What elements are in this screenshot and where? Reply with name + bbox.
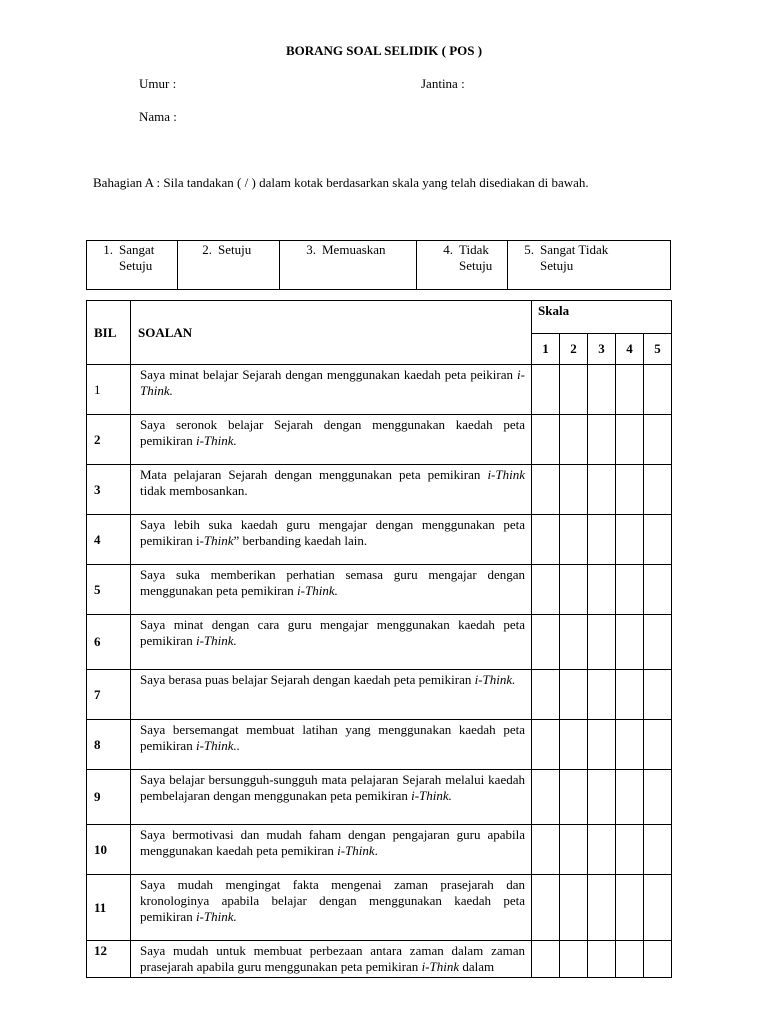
question-number: 6 (87, 615, 131, 670)
i-think-term: i-Think. (411, 788, 452, 803)
answer-box-3[interactable] (588, 415, 616, 465)
scale-label: Setuju (459, 258, 493, 273)
answer-box-3[interactable] (588, 465, 616, 515)
i-think-term: i-Think. (195, 433, 237, 448)
table-row (87, 875, 672, 941)
answer-box-4[interactable] (616, 415, 644, 465)
i-think-term: i-Think (337, 843, 375, 858)
scale-col-4: 4 (616, 334, 644, 365)
question-number: 1 (87, 365, 131, 415)
answer-box-5[interactable] (644, 615, 672, 670)
table-row (87, 720, 672, 770)
question-number: 2 (87, 415, 131, 465)
scale-number: 5. (524, 242, 534, 257)
table-row (87, 415, 672, 465)
table-row (87, 615, 672, 670)
question-text-part: Mata pelajaran Sejarah dengan menggunakan peta pemikiran (140, 467, 488, 482)
answer-box-1[interactable] (532, 415, 560, 465)
answer-box-3[interactable] (588, 875, 616, 941)
questionnaire-table (86, 300, 672, 978)
question-text-part: tidak membosankan. (140, 483, 248, 498)
question-text (131, 941, 532, 978)
question-number: 8 (87, 720, 131, 770)
question-text-part: Saya lebih suka kaedah guru mengajar dengan menggunakan peta pemikiran i- (140, 517, 525, 548)
table-row (87, 670, 672, 720)
answer-box-2[interactable] (560, 615, 588, 670)
answer-box-2[interactable] (560, 770, 588, 825)
answer-box-3[interactable] (588, 615, 616, 670)
form-title: BORANG SOAL SELIDIK ( POS ) (285, 43, 483, 58)
question-text (131, 415, 532, 465)
i-think-term: i-Think. (474, 672, 516, 687)
scale-legend-cell (417, 241, 508, 290)
scale-label: Tidak (459, 242, 489, 257)
answer-box-4[interactable] (616, 770, 644, 825)
table-row (87, 941, 672, 978)
question-text-part: Saya bermotivasi dan mudah faham dengan pengajaran guru apabila menggunakan kaedah peta pemikiran (140, 827, 525, 858)
scale-col-5: 5 (644, 334, 672, 365)
scale-col-3: 3 (588, 334, 616, 365)
answer-box-5[interactable] (644, 720, 672, 770)
question-text (131, 825, 532, 875)
question-text-part: Saya minat dengan cara guru mengajar menggunakan kaedah peta pemikiran (140, 617, 525, 648)
answer-box-3[interactable] (588, 365, 616, 415)
i-think-term: i-Think.. (195, 738, 241, 753)
answer-box-5[interactable] (644, 941, 672, 978)
scale-label: Setuju (540, 258, 574, 273)
answer-box-3[interactable] (588, 565, 616, 615)
scale-legend-cell (508, 241, 671, 290)
question-text (131, 365, 532, 415)
answer-box-1[interactable] (532, 615, 560, 670)
question-number: 10 (87, 825, 131, 875)
scale-number: 3. (306, 242, 316, 257)
question-text-part: Saya suka memberikan perhatian semasa guru mengajar dengan menggunakan peta pemikiran (140, 567, 525, 598)
answer-box-1[interactable] (532, 825, 560, 875)
answer-box-3[interactable] (588, 515, 616, 565)
nama-label: Nama : (139, 109, 177, 124)
answer-box-5[interactable] (644, 670, 672, 720)
question-text (131, 615, 532, 670)
question-text-part: Saya minat belajar Sejarah dengan menggunakan kaedah peta peikiran (140, 367, 518, 382)
question-number: 3 (87, 465, 131, 515)
question-text (131, 515, 532, 565)
answer-box-2[interactable] (560, 875, 588, 941)
answer-box-1[interactable] (532, 515, 560, 565)
answer-box-5[interactable] (644, 515, 672, 565)
answer-box-1[interactable] (532, 875, 560, 941)
answer-box-1[interactable] (532, 720, 560, 770)
scale-col-2: 2 (560, 334, 588, 365)
question-number: 4 (87, 515, 131, 565)
answer-box-2[interactable] (560, 365, 588, 415)
answer-box-1[interactable] (532, 770, 560, 825)
table-row (87, 365, 672, 415)
answer-box-2[interactable] (560, 941, 588, 978)
answer-box-4[interactable] (616, 720, 644, 770)
question-text-part: Saya seronok belajar Sejarah dengan menggunakan kaedah peta pemikiran (140, 417, 525, 448)
question-text-part: Saya mudah mengingat fakta mengenai zaman prasejarah dan kronologinya apabila belajar dengan menggunakan kaedah peta pemikiran (140, 877, 525, 924)
i-think-term: i-Think. (195, 909, 237, 924)
scale-legend-cell (280, 241, 417, 290)
answer-box-1[interactable] (532, 365, 560, 415)
i-think-term: i-Think. (140, 367, 525, 398)
table-row (87, 515, 672, 565)
answer-box-1[interactable] (532, 565, 560, 615)
answer-box-3[interactable] (588, 720, 616, 770)
answer-box-5[interactable] (644, 770, 672, 825)
header-bil: BIL (87, 301, 131, 365)
answer-box-5[interactable] (644, 565, 672, 615)
answer-box-1[interactable] (532, 465, 560, 515)
answer-box-5[interactable] (644, 825, 672, 875)
answer-box-4[interactable] (616, 875, 644, 941)
question-text (131, 465, 532, 515)
question-number: 11 (87, 875, 131, 941)
question-text-part: Saya bersemangat membuat latihan yang menggunakan kaedah peta pemikiran (140, 722, 525, 753)
answer-box-1[interactable] (532, 941, 560, 978)
answer-box-5[interactable] (644, 875, 672, 941)
answer-box-2[interactable] (560, 670, 588, 720)
question-text (131, 720, 532, 770)
scale-label: Setuju (119, 258, 153, 273)
scale-legend-cell (87, 241, 178, 290)
answer-box-3[interactable] (588, 825, 616, 875)
scale-legend-table (86, 240, 671, 290)
answer-box-4[interactable] (616, 365, 644, 415)
scale-number: 4. (443, 242, 453, 257)
scale-number: 2. (202, 242, 212, 257)
question-number: 5 (87, 565, 131, 615)
answer-box-4[interactable] (616, 465, 644, 515)
question-rows (87, 365, 672, 978)
answer-box-4[interactable] (616, 670, 644, 720)
scale-number: 1. (103, 242, 113, 257)
header-skala: Skala (532, 301, 672, 334)
scale-label: Sangat (119, 242, 155, 257)
answer-box-2[interactable] (560, 465, 588, 515)
table-row (87, 465, 672, 515)
answer-box-5[interactable] (644, 365, 672, 415)
instruction-text: Bahagian A : Sila tandakan ( / ) dalam kotak berdasarkan skala yang telah disediakan di bawah. (93, 175, 589, 190)
answer-box-2[interactable] (560, 415, 588, 465)
answer-box-4[interactable] (616, 565, 644, 615)
answer-box-3[interactable] (588, 941, 616, 978)
question-text-part: dalam (459, 959, 495, 974)
i-think-term: i-Think (421, 959, 460, 974)
answer-box-2[interactable] (560, 720, 588, 770)
umur-label: Umur : (139, 76, 177, 91)
question-text-part: Saya berasa puas belajar Sejarah dengan kaedah peta pemikiran (140, 672, 475, 687)
question-text-part: . (374, 843, 378, 858)
question-number: 9 (87, 770, 131, 825)
question-text-part: Saya belajar bersungguh-sungguh mata pelajaran Sejarah melalui kaedah pembelajaran dengan menggunakan peta pemikiran (140, 772, 525, 803)
question-number: 7 (87, 670, 131, 720)
i-think-term: i-Think. (195, 633, 237, 648)
question-text (131, 770, 532, 825)
scale-label: Sangat Tidak (540, 242, 609, 257)
question-text (131, 670, 532, 720)
question-number: 12 (87, 941, 131, 978)
i-think-term: i-Think. (297, 583, 338, 598)
i-think-term: Think (203, 533, 234, 548)
answer-box-2[interactable] (560, 565, 588, 615)
question-text (131, 875, 532, 941)
answer-box-2[interactable] (560, 515, 588, 565)
table-row (87, 770, 672, 825)
scale-label: Setuju (218, 242, 252, 257)
answer-box-5[interactable] (644, 465, 672, 515)
answer-box-4[interactable] (616, 615, 644, 670)
answer-box-5[interactable] (644, 415, 672, 465)
i-think-term: i-Think (487, 467, 525, 482)
scale-col-1: 1 (532, 334, 560, 365)
table-row (87, 825, 672, 875)
answer-box-3[interactable] (588, 670, 616, 720)
answer-box-4[interactable] (616, 515, 644, 565)
question-text (131, 565, 532, 615)
question-text-part: Saya mudah untuk membuat perbezaan antara zaman dalam zaman prasejarah apabila guru menggunakan peta pemikiran (140, 943, 525, 974)
answer-box-4[interactable] (616, 825, 644, 875)
table-row (87, 565, 672, 615)
header-soalan: SOALAN (131, 301, 532, 365)
question-text-part: ” berbanding kaedah lain. (233, 533, 368, 548)
scale-legend-cell (178, 241, 280, 290)
answer-box-3[interactable] (588, 770, 616, 825)
answer-box-4[interactable] (616, 941, 644, 978)
answer-box-1[interactable] (532, 670, 560, 720)
jantina-label: Jantina : (421, 76, 465, 91)
scale-label: Memuaskan (322, 242, 386, 257)
answer-box-2[interactable] (560, 825, 588, 875)
